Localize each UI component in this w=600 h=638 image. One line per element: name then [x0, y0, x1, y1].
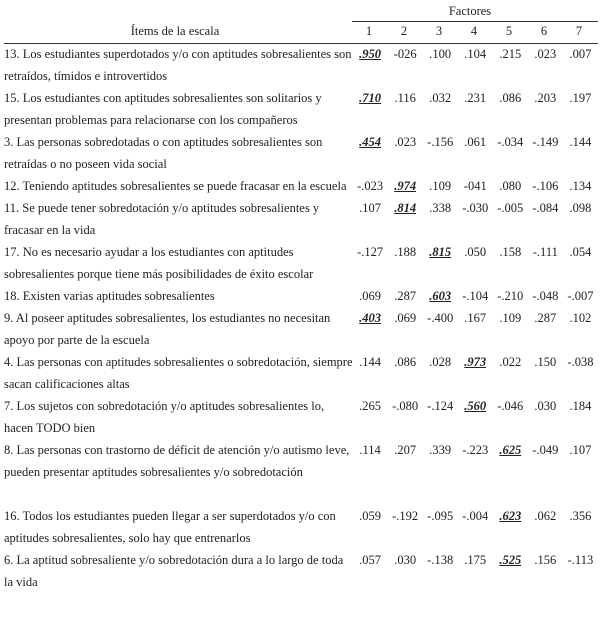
loading-cell: .030 [534, 399, 557, 413]
loading-cell: -.149 [532, 135, 559, 149]
loading-cell: .356 [569, 509, 592, 523]
item-text: 13. Los estudiantes superdotados y/o con aptitudes sobresalientes son retraídos, tímidos e introvertidos [4, 47, 352, 83]
loading-cell: .054 [569, 245, 592, 259]
loading-cell: -026 [393, 47, 417, 61]
table-row [4, 131, 598, 175]
loading-cell: -.156 [427, 135, 454, 149]
loading-cell: .050 [464, 245, 487, 259]
loading-cell: .022 [499, 355, 522, 369]
loading-cell: .102 [569, 311, 592, 325]
highlighted-loading-cell: .625 [499, 443, 522, 457]
loading-cell: -.106 [532, 179, 559, 193]
loading-cell: -.023 [357, 179, 384, 193]
loading-cell: .023 [534, 47, 557, 61]
loading-cell: .188 [394, 245, 417, 259]
loading-cell: .156 [534, 553, 557, 567]
loading-cell: -.113 [567, 553, 594, 567]
loading-cell: -.007 [567, 289, 594, 303]
table-row [4, 197, 598, 241]
factors-rule [352, 21, 598, 22]
loading-cell: .287 [394, 289, 417, 303]
loading-cell: .086 [394, 355, 417, 369]
loading-cell: -.046 [497, 399, 524, 413]
loading-cell: .007 [569, 47, 592, 61]
item-text: 4. Las personas con aptitudes sobresalientes o sobredotación, siempre sacan calificaciones altas [4, 355, 353, 391]
loading-cell: -.127 [357, 245, 384, 259]
item-text: 16. Todos los estudiantes pueden llegar a ser superdotados y/o con aptitudes sobresalientes, solo hay que entrenarlos [4, 509, 336, 545]
loading-cell: .265 [359, 399, 382, 413]
highlighted-loading-cell: .623 [499, 509, 522, 523]
table-row [4, 43, 598, 87]
loading-cell: .184 [569, 399, 592, 413]
loading-cell: .100 [429, 47, 452, 61]
table-row [4, 307, 598, 351]
loading-cell: -.049 [532, 443, 559, 457]
loading-cell: .144 [359, 355, 382, 369]
loading-cell: -.034 [497, 135, 524, 149]
loading-cell: .167 [464, 311, 487, 325]
table-row [4, 395, 598, 439]
loading-cell: -.080 [392, 399, 419, 413]
highlighted-loading-cell: .950 [359, 47, 382, 61]
loading-cell: .203 [534, 91, 557, 105]
row-spacer [4, 483, 598, 505]
loading-cell: .032 [429, 91, 452, 105]
loading-cell: .134 [569, 179, 592, 193]
highlighted-loading-cell: .815 [429, 245, 452, 259]
loading-cell: .175 [464, 553, 487, 567]
factor-7-header: 7 [575, 24, 583, 38]
loading-cell: .114 [359, 443, 381, 457]
loading-cell: .109 [429, 179, 452, 193]
loading-cell: .062 [534, 509, 557, 523]
item-text: 3. Las personas sobredotadas o con aptitudes sobresalientes son retraídas o no poseen vida social [4, 135, 323, 171]
item-text: 15. Los estudiantes con aptitudes sobresalientes son solitarios y presentan problemas para relacionarse con los compañeros [4, 91, 322, 127]
loading-cell: .116 [394, 91, 416, 105]
table-row [4, 351, 598, 395]
highlighted-loading-cell: .710 [359, 91, 382, 105]
loading-cell: .150 [534, 355, 557, 369]
loading-cell: -.038 [567, 355, 594, 369]
loading-cell: -.004 [462, 509, 489, 523]
factor-1-header: 1 [365, 24, 373, 38]
loading-cell: .059 [359, 509, 382, 523]
highlighted-loading-cell: .560 [464, 399, 487, 413]
item-text: 9. Al poseer aptitudes sobresalientes, los estudiantes no necesitan apoyo por parte de la escuela [4, 311, 331, 347]
loading-cell: .057 [359, 553, 382, 567]
loading-cell: .104 [464, 47, 487, 61]
loading-cell: -041 [463, 179, 487, 193]
item-text: 7. Los sujetos con sobredotación y/o aptitudes sobresalientes lo, hacen TODO bien [4, 399, 325, 435]
table-row [4, 175, 598, 197]
loading-cell: .023 [394, 135, 417, 149]
table-row [4, 285, 598, 307]
loading-cell: -.210 [497, 289, 524, 303]
highlighted-loading-cell: .454 [359, 135, 382, 149]
loading-cell: .028 [429, 355, 452, 369]
factor-2-header: 2 [400, 24, 408, 38]
factor-3-header: 3 [435, 24, 443, 38]
item-text: 12. Teniendo aptitudes sobresalientes se puede fracasar en la escuela [4, 179, 347, 193]
loading-cell: .109 [499, 311, 522, 325]
loading-cell: .069 [394, 311, 417, 325]
highlighted-loading-cell: .525 [499, 553, 522, 567]
table-row [4, 505, 598, 549]
loading-cell: .215 [499, 47, 522, 61]
loading-cell: .069 [359, 289, 382, 303]
table-row [4, 87, 598, 131]
loading-cell: -.192 [392, 509, 419, 523]
loading-cell: .231 [464, 91, 487, 105]
loading-cell: .098 [569, 201, 592, 215]
loading-cell: .107 [569, 443, 592, 457]
loading-cell: .158 [499, 245, 522, 259]
loading-cell: -.048 [532, 289, 559, 303]
item-text: 11. Se puede tener sobredotación y/o aptitudes sobresalientes y fracasar en la vida [4, 201, 320, 237]
table-row [4, 549, 598, 593]
highlighted-loading-cell: .603 [429, 289, 452, 303]
loadings-table-body [4, 43, 598, 593]
spacer-cell [4, 483, 598, 505]
highlighted-loading-cell: .973 [464, 355, 487, 369]
loading-cell: .144 [569, 135, 592, 149]
loading-cell: .338 [429, 201, 452, 215]
loading-cell: .207 [394, 443, 417, 457]
loading-cell: -.138 [427, 553, 454, 567]
loading-cell: -.104 [462, 289, 489, 303]
loading-cell: .197 [569, 91, 592, 105]
factors-header: Factores [448, 4, 492, 18]
loading-cell: -.111 [532, 245, 558, 259]
loading-cell: -.084 [532, 201, 559, 215]
factor-5-header: 5 [505, 24, 513, 38]
loading-cell: .107 [359, 201, 382, 215]
factor-4-header: 4 [470, 24, 478, 38]
loading-cell: .080 [499, 179, 522, 193]
loading-cell: -.005 [497, 201, 524, 215]
loading-cell: -.223 [462, 443, 489, 457]
table-row [4, 439, 598, 483]
item-text: 6. La aptitud sobresaliente y/o sobredotación dura a lo largo de toda la vida [4, 553, 344, 589]
item-text: 17. No es necesario ayudar a los estudiantes con aptitudes sobresalientes porque tiene más posibilidades de éxito escolar [4, 245, 314, 281]
loading-cell: .339 [429, 443, 452, 457]
factor-number-headers [352, 24, 598, 42]
highlighted-loading-cell: .814 [394, 201, 417, 215]
loading-cell: -.400 [427, 311, 454, 325]
loading-cell: -.124 [427, 399, 454, 413]
table-row [4, 241, 598, 285]
loading-cell: .287 [534, 311, 557, 325]
factor-6-header: 6 [540, 24, 548, 38]
item-text: 8. Las personas con trastorno de déficit de atención y/o autismo leve, pueden presentar aptitudes sobresalientes y/o sobredotación [4, 443, 350, 479]
loading-cell: -.095 [427, 509, 454, 523]
item-text: 18. Existen varias aptitudes sobresalientes [4, 289, 215, 303]
highlighted-loading-cell: .974 [394, 179, 417, 193]
highlighted-loading-cell: .403 [359, 311, 382, 325]
items-header: Ítems de la escala [130, 24, 220, 38]
loading-cell: -.030 [462, 201, 489, 215]
loading-cell: .086 [499, 91, 522, 105]
loading-cell: .061 [464, 135, 487, 149]
loading-cell: .030 [394, 553, 417, 567]
loadings-table [4, 43, 598, 593]
